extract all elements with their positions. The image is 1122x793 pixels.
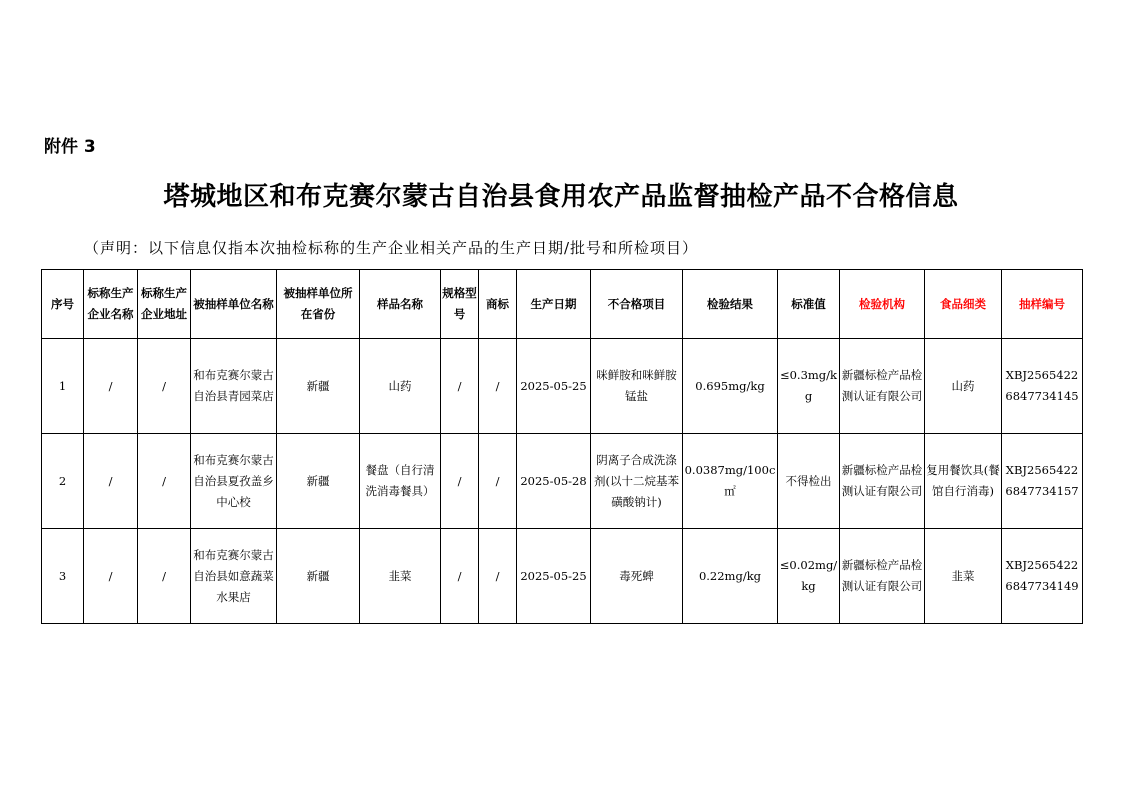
header-cell-food-subcategory: 食品细类 bbox=[925, 270, 1002, 339]
header-cell-standard-value: 标准值 bbox=[778, 270, 840, 339]
cell-test-result: 0.22mg/kg bbox=[683, 529, 778, 624]
cell-sampled-unit-province: 新疆 bbox=[277, 529, 360, 624]
cell-manufacturer-address: / bbox=[138, 339, 191, 434]
cell-sample-name: 山药 bbox=[360, 339, 441, 434]
cell-index: 3 bbox=[42, 529, 84, 624]
cell-manufacturer-name: / bbox=[84, 529, 138, 624]
cell-production-date: 2025-05-25 bbox=[517, 339, 591, 434]
cell-testing-institution: 新疆标检产品检测认证有限公司 bbox=[840, 339, 925, 434]
header-cell-nonconforming-item: 不合格项目 bbox=[591, 270, 683, 339]
cell-sampling-number: XBJ25654226847734157 bbox=[1002, 434, 1083, 529]
cell-test-result: 0.0387mg/100c㎡ bbox=[683, 434, 778, 529]
header-cell-production-date: 生产日期 bbox=[517, 270, 591, 339]
cell-manufacturer-address: / bbox=[138, 529, 191, 624]
cell-sampling-number: XBJ25654226847734149 bbox=[1002, 529, 1083, 624]
cell-specification: / bbox=[441, 339, 479, 434]
cell-trademark: / bbox=[479, 434, 517, 529]
cell-nonconforming-item: 毒死蜱 bbox=[591, 529, 683, 624]
cell-food-subcategory: 韭菜 bbox=[925, 529, 1002, 624]
header-cell-sampled-unit-name: 被抽样单位名称 bbox=[191, 270, 277, 339]
table-row bbox=[42, 339, 1083, 434]
header-cell-sampling-number: 抽样编号 bbox=[1002, 270, 1083, 339]
cell-sampled-unit-province: 新疆 bbox=[277, 339, 360, 434]
cell-nonconforming-item: 咪鲜胺和咪鲜胺锰盐 bbox=[591, 339, 683, 434]
cell-specification: / bbox=[441, 529, 479, 624]
cell-sampled-unit-province: 新疆 bbox=[277, 434, 360, 529]
table-row bbox=[42, 529, 1083, 624]
cell-testing-institution: 新疆标检产品检测认证有限公司 bbox=[840, 434, 925, 529]
table-row bbox=[42, 434, 1083, 529]
header-cell-sample-name: 样品名称 bbox=[360, 270, 441, 339]
cell-production-date: 2025-05-28 bbox=[517, 434, 591, 529]
cell-sampled-unit-name: 和布克赛尔蒙古自治县如意蔬菜水果店 bbox=[191, 529, 277, 624]
header-cell-index: 序号 bbox=[42, 270, 84, 339]
cell-sample-name: 餐盘（自行清洗消毒餐具） bbox=[360, 434, 441, 529]
header-cell-manufacturer-address: 标称生产企业地址 bbox=[138, 270, 191, 339]
header-cell-trademark: 商标 bbox=[479, 270, 517, 339]
cell-testing-institution: 新疆标检产品检测认证有限公司 bbox=[840, 529, 925, 624]
attachment-label: 附件 3 bbox=[44, 137, 96, 157]
cell-specification: / bbox=[441, 434, 479, 529]
header-cell-specification: 规格型号 bbox=[441, 270, 479, 339]
nonconforming-products-table bbox=[41, 269, 1083, 624]
cell-manufacturer-name: / bbox=[84, 434, 138, 529]
table-header-row bbox=[42, 270, 1083, 339]
page-title: 塔城地区和布克赛尔蒙古自治县食用农产品监督抽检产品不合格信息 bbox=[163, 182, 959, 212]
cell-trademark: / bbox=[479, 529, 517, 624]
header-cell-test-result: 检验结果 bbox=[683, 270, 778, 339]
cell-sampling-number: XBJ25654226847734145 bbox=[1002, 339, 1083, 434]
header-cell-manufacturer-name: 标称生产企业名称 bbox=[84, 270, 138, 339]
cell-standard-value: ≤0.3mg/kg bbox=[778, 339, 840, 434]
cell-food-subcategory: 山药 bbox=[925, 339, 1002, 434]
header-cell-testing-institution: 检验机构 bbox=[840, 270, 925, 339]
cell-sample-name: 韭菜 bbox=[360, 529, 441, 624]
cell-manufacturer-name: / bbox=[84, 339, 138, 434]
cell-sampled-unit-name: 和布克赛尔蒙古自治县夏孜盖乡中心校 bbox=[191, 434, 277, 529]
cell-production-date: 2025-05-25 bbox=[517, 529, 591, 624]
cell-food-subcategory: 复用餐饮具(餐馆自行消毒) bbox=[925, 434, 1002, 529]
cell-standard-value: ≤0.02mg/kg bbox=[778, 529, 840, 624]
cell-sampled-unit-name: 和布克赛尔蒙古自治县青园菜店 bbox=[191, 339, 277, 434]
cell-index: 2 bbox=[42, 434, 84, 529]
cell-manufacturer-address: / bbox=[138, 434, 191, 529]
cell-nonconforming-item: 阴离子合成洗涤剂(以十二烷基苯磺酸钠计) bbox=[591, 434, 683, 529]
cell-standard-value: 不得检出 bbox=[778, 434, 840, 529]
cell-trademark: / bbox=[479, 339, 517, 434]
cell-index: 1 bbox=[42, 339, 84, 434]
cell-test-result: 0.695mg/kg bbox=[683, 339, 778, 434]
header-cell-sampled-unit-province: 被抽样单位所在省份 bbox=[277, 270, 360, 339]
disclaimer-statement: （声明：以下信息仅指本次抽检标称的生产企业相关产品的生产日期/批号和所检项目） bbox=[84, 239, 699, 257]
